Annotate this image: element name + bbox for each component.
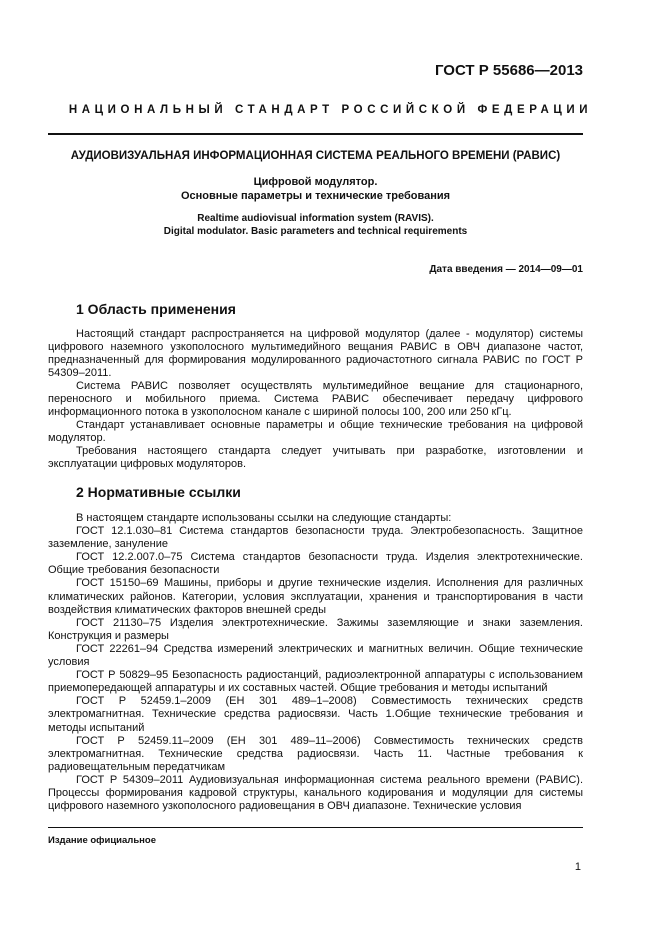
reference-item: ГОСТ 21130–75 Изделия электротехнические. Зажимы заземляющие и знаки заземления. Конструкция и размеры: [48, 616, 583, 642]
document-number: ГОСТ Р 55686—2013: [434, 62, 583, 79]
section-2-heading: 2 Нормативные ссылки: [76, 484, 241, 500]
normative-references-list: [48, 512, 583, 813]
english-title-line-2: Digital modulator. Basic parameters and technical requirements: [163, 226, 468, 237]
reference-item: ГОСТ Р 52459.11–2009 (ЕН 301 489–11–2006) Совместимость технических средств электромагнитная. Технические средства радиосвязи. Часть 11. Частные требования к радиовещательным передатчикам: [48, 734, 583, 773]
english-title-line-1: Realtime audiovisual information system (RAVIS).: [197, 213, 434, 224]
section-1-paragraph: Требования настоящего стандарта следует учитывать при разработке, изготовлении и эксплуатации цифровых модуляторов.: [48, 445, 583, 470]
header-divider: [48, 133, 583, 135]
national-standard-heading: НАЦИОНАЛЬНЫЙ СТАНДАРТ РОССИЙСКОЙ ФЕДЕРАЦИИ: [68, 104, 593, 116]
introduction-date: Дата введения — 2014—09—01: [429, 264, 583, 275]
reference-item: ГОСТ 12.2.007.0–75 Система стандартов безопасности труда. Изделия электротехнические. Общие требования безопасности: [48, 551, 583, 577]
footer-divider: [48, 827, 583, 828]
reference-item: ГОСТ Р 54309–2011 Аудиовизуальная информационная система реального времени (РАВИС). Процессы формирования кадровой структуры, канального кодирования и модуляции для системы цифрового наземного узкополосного радиовещания в ОВЧ диапазоне. Технические условия: [48, 773, 583, 813]
section-1-paragraph: Система РАВИС позволяет осуществлять мультимедийное вещание для стационарного, переносного и мобильного приема. Система РАВИС обеспечивает передачу цифрового информационного потока в узкополосном канале с шириной полосы 100, 200 или 250 кГц.: [48, 380, 583, 418]
reference-item: ГОСТ 22261–94 Средства измерений электрических и магнитных величин. Общие технические условия: [48, 642, 583, 669]
subtitle-line-1: Цифровой модулятор.: [253, 176, 378, 188]
reference-item: ГОСТ 15150–69 Машины, приборы и другие технические изделия. Исполнения для различных климатических районов. Категории, условия эксплуатации, хранения и транспортирования в части воздействия климатических факторов внешней среды: [48, 577, 583, 616]
reference-item: ГОСТ Р 50829–95 Безопасность радиостанций, радиоэлектронной аппаратуры с использованием приемопередающей аппаратуры и их составных частей. Общие требования и методы испытаний: [48, 669, 583, 695]
official-edition-label: Издание официальное: [48, 835, 156, 846]
page-number: 1: [574, 861, 581, 873]
section-1-heading: 1 Область применения: [76, 301, 236, 317]
section-1-paragraph: Настоящий стандарт распространяется на цифровой модулятор (далее - модулятор) системы цифрового наземного узкополосного мультимедийного вещания РАВИС в ОВЧ диапазоне частот, предназначенный для формирования модулированного радиочастотного сигнала РАВИС по ГОСТ Р 54309–2011.: [48, 328, 583, 379]
reference-item: ГОСТ Р 52459.1–2009 (ЕН 301 489–1–2008) Совместимость технических средств электромагнитная. Технические средства радиосвязи. Часть 1.Общие технические требования и методы испытаний: [48, 695, 583, 734]
document-title: АУДИОВИЗУАЛЬНАЯ ИНФОРМАЦИОННАЯ СИСТЕМА РЕАЛЬНОГО ВРЕМЕНИ (РАВИС): [70, 150, 561, 162]
section-1-paragraph: Стандарт устанавливает основные параметры и общие технические требования на цифровой модулятор.: [48, 419, 583, 444]
references-intro: В настоящем стандарте использованы ссылки на следующие стандарты:: [76, 512, 452, 524]
reference-item: ГОСТ 12.1.030–81 Система стандартов безопасности труда. Электробезопасность. Защитное заземление, зануление: [48, 525, 583, 551]
subtitle-line-2: Основные параметры и технические требования: [180, 190, 451, 202]
